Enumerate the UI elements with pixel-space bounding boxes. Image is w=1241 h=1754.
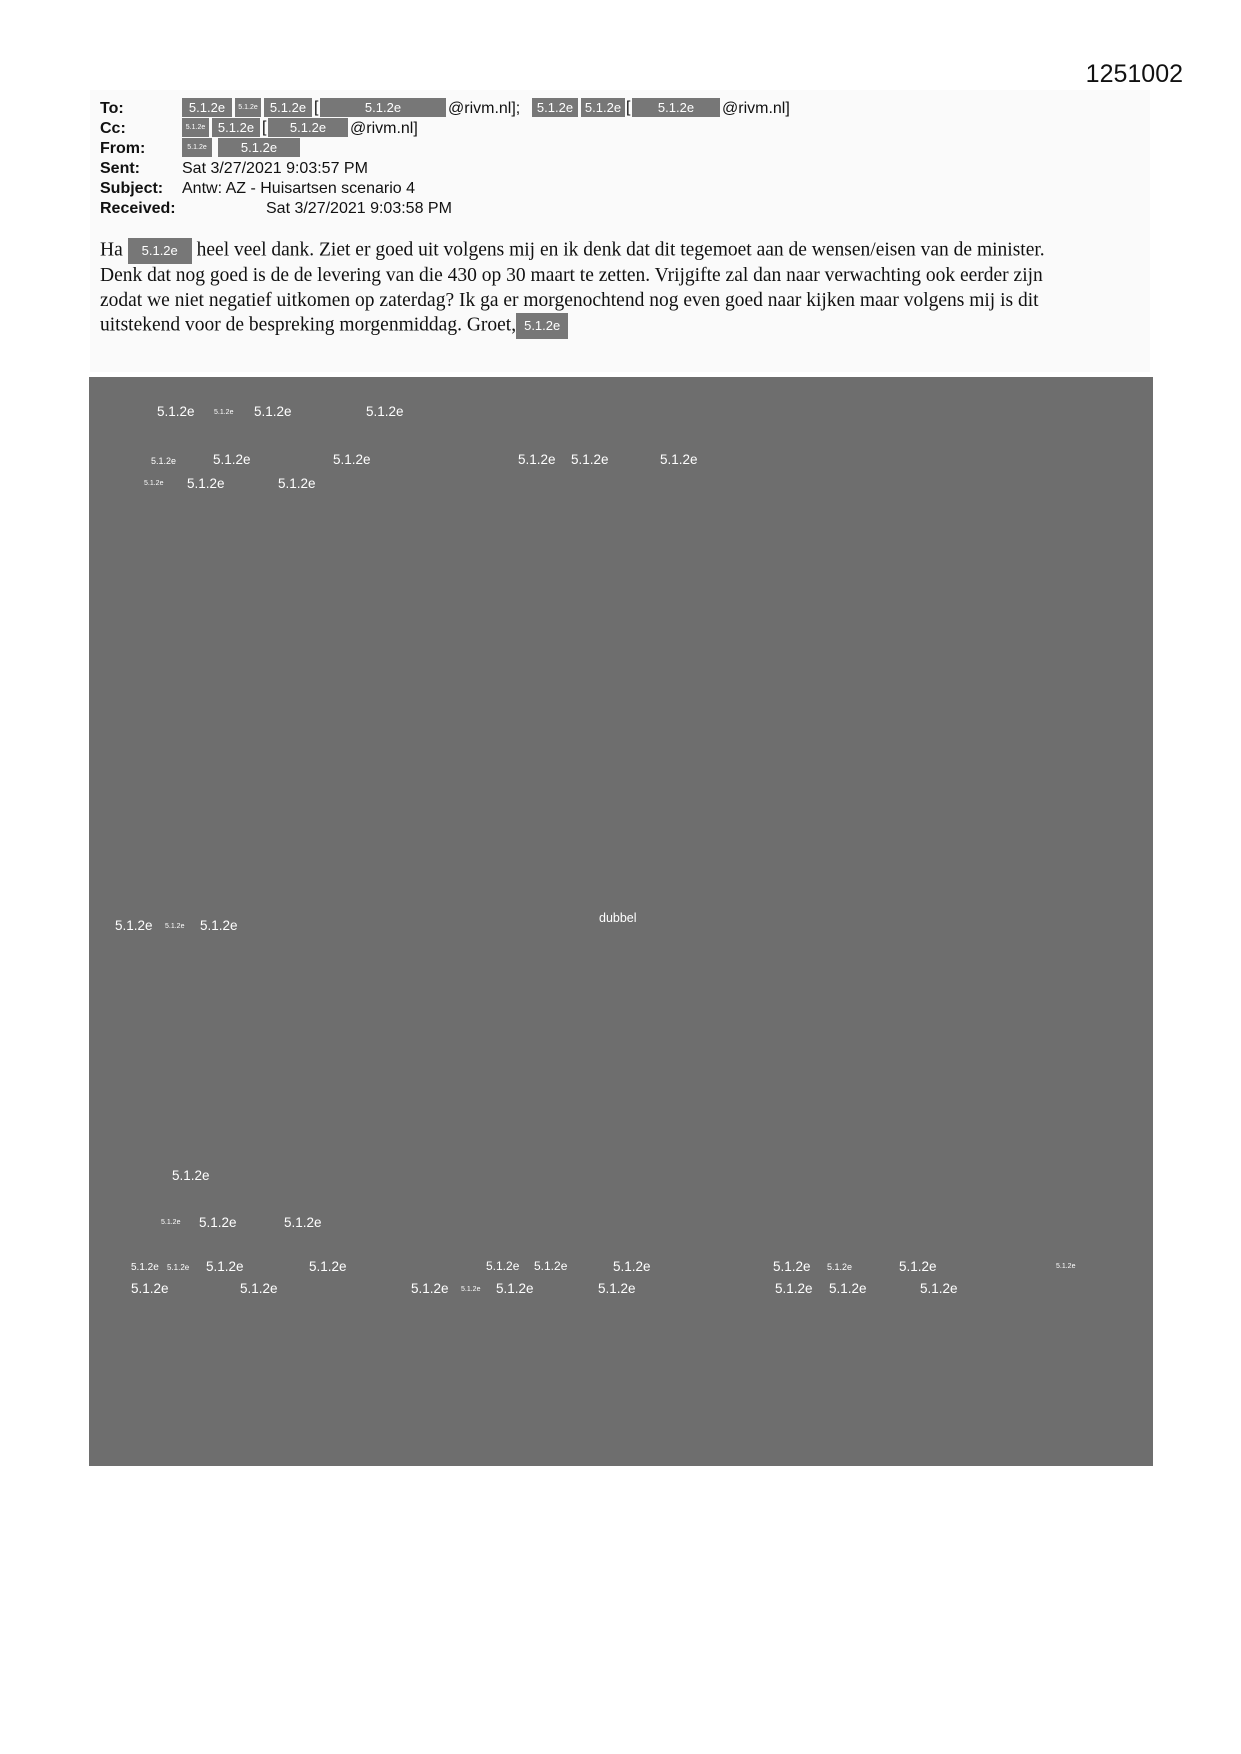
redaction-box: 5.1.2e — [320, 98, 446, 117]
redaction-code: 5.1.2e — [461, 1286, 481, 1293]
redaction-code: 5.1.2e — [775, 1281, 813, 1296]
redaction-code: 5.1.2e — [899, 1259, 937, 1274]
redaction-code: 5.1.2e — [829, 1281, 867, 1296]
redaction-code: 5.1.2e — [165, 923, 185, 930]
greeting: Ha — [100, 239, 123, 261]
redaction-code: 5.1.2e — [131, 1281, 169, 1296]
document-number: 1251002 — [1085, 60, 1183, 88]
sent-label: Sent: — [100, 160, 140, 177]
received-label: Received: — [100, 200, 176, 217]
redaction-code: 5.1.2e — [214, 409, 234, 416]
redaction-code: 5.1.2e — [172, 1168, 210, 1183]
redaction-code: 5.1.2e — [333, 452, 371, 467]
redaction-box: 5.1.2e — [268, 118, 348, 137]
redaction-code: 5.1.2e — [660, 452, 698, 467]
redaction-code: 5.1.2e — [151, 456, 177, 466]
redaction-box: 5.1.2e — [581, 98, 625, 117]
message-text: heel veel dank. Ziet er goed uit volgens mij en ik denk dat dit tegemoet aan de wensen/eisen van de minister. — [196, 239, 1045, 261]
redaction-code: 5.1.2e — [206, 1259, 244, 1274]
redaction-code: 5.1.2e — [240, 1281, 278, 1296]
redaction-box: 5.1.2e — [235, 98, 261, 117]
redaction-box: 5.1.2e — [128, 238, 192, 264]
redaction-box: 5.1.2e — [632, 98, 720, 117]
redaction-box: 5.1.2e — [532, 98, 578, 117]
message-body — [100, 238, 1130, 339]
message-line: Denk dat nog goed is de de levering van die 430 op 30 maart te zetten. Vrijgifte zal dan naar verwachting ook eerder zijn — [100, 265, 1043, 286]
redaction-code: 5.1.2e — [534, 1259, 568, 1273]
to-domain: @rivm.nl]; — [448, 100, 521, 117]
message-line — [100, 313, 1130, 339]
to-label: To: — [100, 100, 124, 117]
redaction-code: 5.1.2e — [157, 404, 195, 419]
redaction-code: 5.1.2e — [167, 1263, 190, 1272]
redaction-code: 5.1.2e — [827, 1262, 853, 1272]
dubbel-label: dubbel — [599, 911, 637, 925]
bracket: [ — [262, 119, 267, 136]
redaction-box: 5.1.2e — [264, 98, 312, 117]
redaction-code: 5.1.2e — [366, 404, 404, 419]
bracket: [ — [314, 99, 319, 116]
message-text: uitstekend voor de bespreking morgenmiddag. Groet, — [100, 314, 517, 336]
cc-domain: @rivm.nl] — [350, 120, 418, 137]
redaction-code: 5.1.2e — [284, 1215, 322, 1230]
redaction-code: 5.1.2e — [278, 476, 316, 491]
redaction-box: 5.1.2e — [182, 98, 232, 117]
message-line — [100, 238, 1130, 264]
bracket: [ — [626, 99, 631, 116]
redaction-code: 5.1.2e — [161, 1219, 181, 1226]
cc-label: Cc: — [100, 120, 126, 137]
redaction-code: 5.1.2e — [131, 1262, 159, 1273]
redaction-code: 5.1.2e — [496, 1281, 534, 1296]
redaction-code: 5.1.2e — [115, 918, 153, 933]
redaction-code: 5.1.2e — [144, 480, 164, 487]
redacted-block — [89, 377, 1153, 1466]
redaction-box: 5.1.2e — [182, 118, 209, 137]
from-label: From: — [100, 140, 146, 157]
redaction-box: 5.1.2e — [212, 118, 260, 137]
redaction-code: 5.1.2e — [486, 1259, 520, 1273]
redaction-code: 5.1.2e — [571, 452, 609, 467]
message-line: zodat we niet negatief uitkomen op zaterdag? Ik ga er morgenochtend nog even goed naar kijken maar volgens mij is dit — [100, 289, 1039, 311]
to-domain: @rivm.nl] — [722, 100, 790, 117]
redaction-code: 5.1.2e — [200, 918, 238, 933]
redaction-code: 5.1.2e — [920, 1281, 958, 1296]
redaction-box: 5.1.2e — [516, 313, 568, 339]
sent-value: Sat 3/27/2021 9:03:57 PM — [182, 160, 368, 177]
redaction-code: 5.1.2e — [598, 1281, 636, 1296]
redaction-code: 5.1.2e — [613, 1259, 651, 1274]
redaction-code: 5.1.2e — [187, 476, 225, 491]
redaction-code: 5.1.2e — [773, 1259, 811, 1274]
redaction-box: 5.1.2e — [182, 138, 212, 157]
redaction-code: 5.1.2e — [309, 1259, 347, 1274]
redaction-code: 5.1.2e — [254, 404, 292, 419]
subject-value: Antw: AZ - Huisartsen scenario 4 — [182, 180, 415, 197]
redaction-code: 5.1.2e — [518, 452, 556, 467]
received-value: Sat 3/27/2021 9:03:58 PM — [266, 200, 452, 217]
redaction-code: 5.1.2e — [213, 452, 251, 467]
subject-label: Subject: — [100, 180, 164, 197]
redaction-box: 5.1.2e — [218, 138, 300, 157]
redaction-code: 5.1.2e — [199, 1215, 237, 1230]
redaction-code: 5.1.2e — [1056, 1263, 1076, 1270]
redaction-code: 5.1.2e — [411, 1281, 449, 1296]
